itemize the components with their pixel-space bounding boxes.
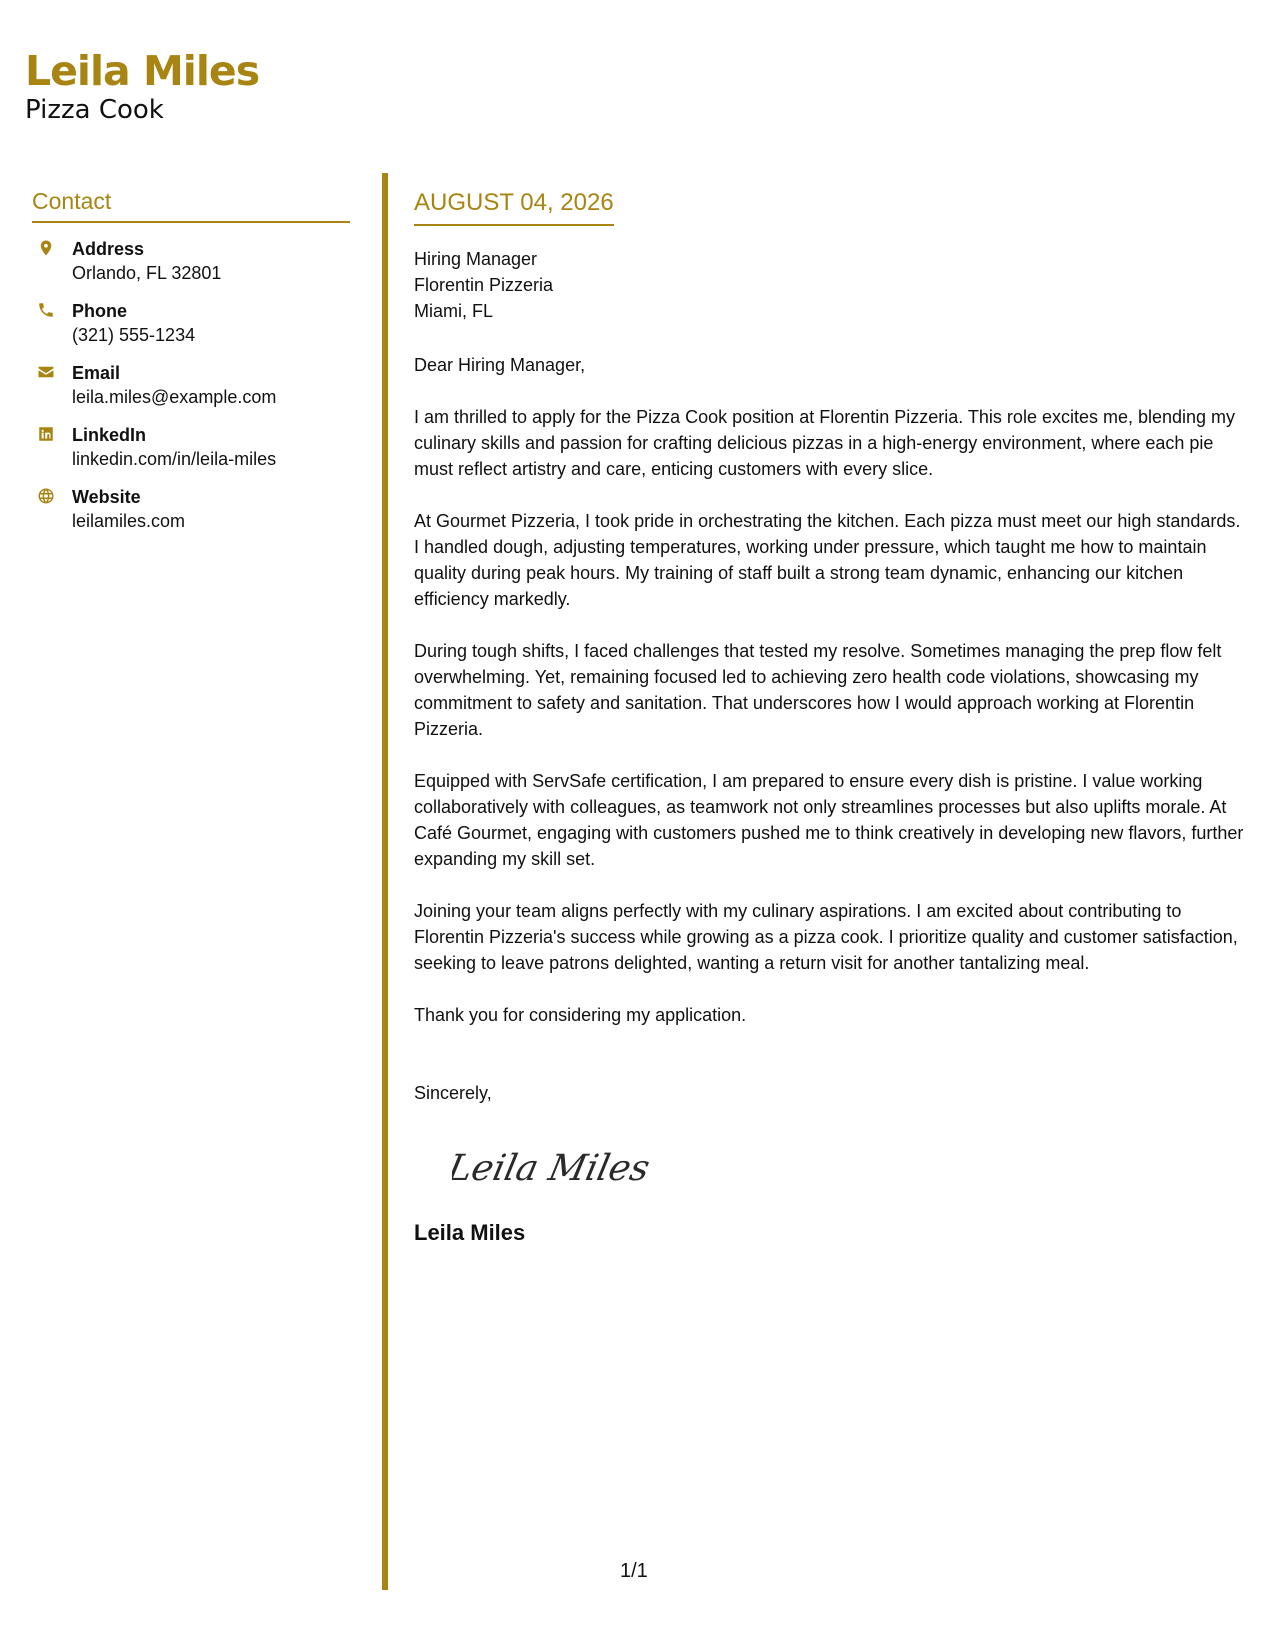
website-label: Website	[72, 487, 141, 507]
linkedin-label: LinkedIn	[72, 425, 147, 445]
applicant-name: Leila Miles	[25, 47, 260, 95]
contact-item-email	[32, 361, 350, 409]
sidebar	[32, 188, 350, 547]
location-pin-icon	[35, 237, 57, 259]
linkedin-value[interactable]: linkedin.com/in/leila-miles	[72, 449, 277, 469]
phone-label: Phone	[72, 301, 128, 321]
letter-paragraph: Equipped with ServSafe certification, I am prepared to ensure every dish is pristine. I value working collaboratively with colleagues, as teamwork not only streamlines processes but also uplifts morale. At Café Gourmet, engaging with customers pushed me to think creatively in developing new flavors, further expanding my skill set.	[414, 771, 1244, 869]
signature-text: Leila Miles	[452, 1146, 654, 1189]
email-label: Email	[72, 363, 121, 383]
address-value: Orlando, FL 32801	[72, 263, 222, 283]
letter-paragraph: During tough shifts, I faced challenges that tested my resolve. Sometimes managing the prep flow felt overwhelming. Yet, remaining focused led to achieving zero health code violations, showcasing my commitment to safety and sanitation. That underscores how I would approach working at Florentin Pizzeria.	[414, 641, 1222, 739]
letter-paragraph: Thank you for considering my application.	[414, 1005, 747, 1025]
contact-item-phone	[32, 299, 350, 347]
header	[25, 48, 259, 126]
page-number: 1/1	[620, 1560, 648, 1582]
salutation: Dear Hiring Manager,	[414, 355, 586, 375]
recipient-line: Hiring Manager	[414, 249, 538, 269]
recipient-block	[414, 246, 1249, 324]
contact-item-address	[32, 237, 350, 285]
signer-name: Leila Miles	[414, 1220, 526, 1245]
website-value[interactable]: leilamiles.com	[72, 511, 186, 531]
vertical-divider	[382, 173, 388, 1590]
address-label: Address	[72, 239, 145, 259]
linkedin-icon	[35, 423, 57, 445]
closing: Sincerely,	[414, 1083, 492, 1103]
handwritten-signature	[452, 1132, 1249, 1202]
letter-paragraph: At Gourmet Pizzeria, I took pride in orchestrating the kitchen. Each pizza must meet our high standards. I handled dough, adjusting temperatures, working under pressure, which taught me how to maintain quality during peak hours. My training of staff built a strong team dynamic, enhancing our kitchen efficiency markedly.	[414, 511, 1241, 609]
envelope-icon	[35, 361, 57, 383]
phone-icon	[35, 299, 57, 321]
letter-date: AUGUST 04, 2026	[414, 188, 614, 226]
contact-heading: Contact	[32, 188, 350, 223]
recipient-line: Miami, FL	[414, 301, 494, 321]
job-title: Pizza Cook	[25, 95, 164, 126]
email-value[interactable]: leila.miles@example.com	[72, 387, 277, 407]
recipient-line: Florentin Pizzeria	[414, 275, 554, 295]
contact-item-website	[32, 485, 350, 533]
letter-paragraph: Joining your team aligns perfectly with my culinary aspirations. I am excited about contributing to Florentin Pizzeria's success while growing as a pizza cook. I prioritize quality and customer satisfaction, seeking to leave patrons delighted, wanting a return visit for another tantalizing meal.	[414, 901, 1238, 973]
globe-icon	[35, 485, 57, 507]
letter-body	[414, 188, 1249, 1246]
phone-value: (321) 555-1234	[72, 325, 196, 345]
letter-paragraph: I am thrilled to apply for the Pizza Cook position at Florentin Pizzeria. This role excites me, blending my culinary skills and passion for crafting delicious pizzas in a high-energy environment, where each pie must reflect artistry and care, enticing customers with every slice.	[414, 407, 1236, 479]
contact-item-linkedin	[32, 423, 350, 471]
